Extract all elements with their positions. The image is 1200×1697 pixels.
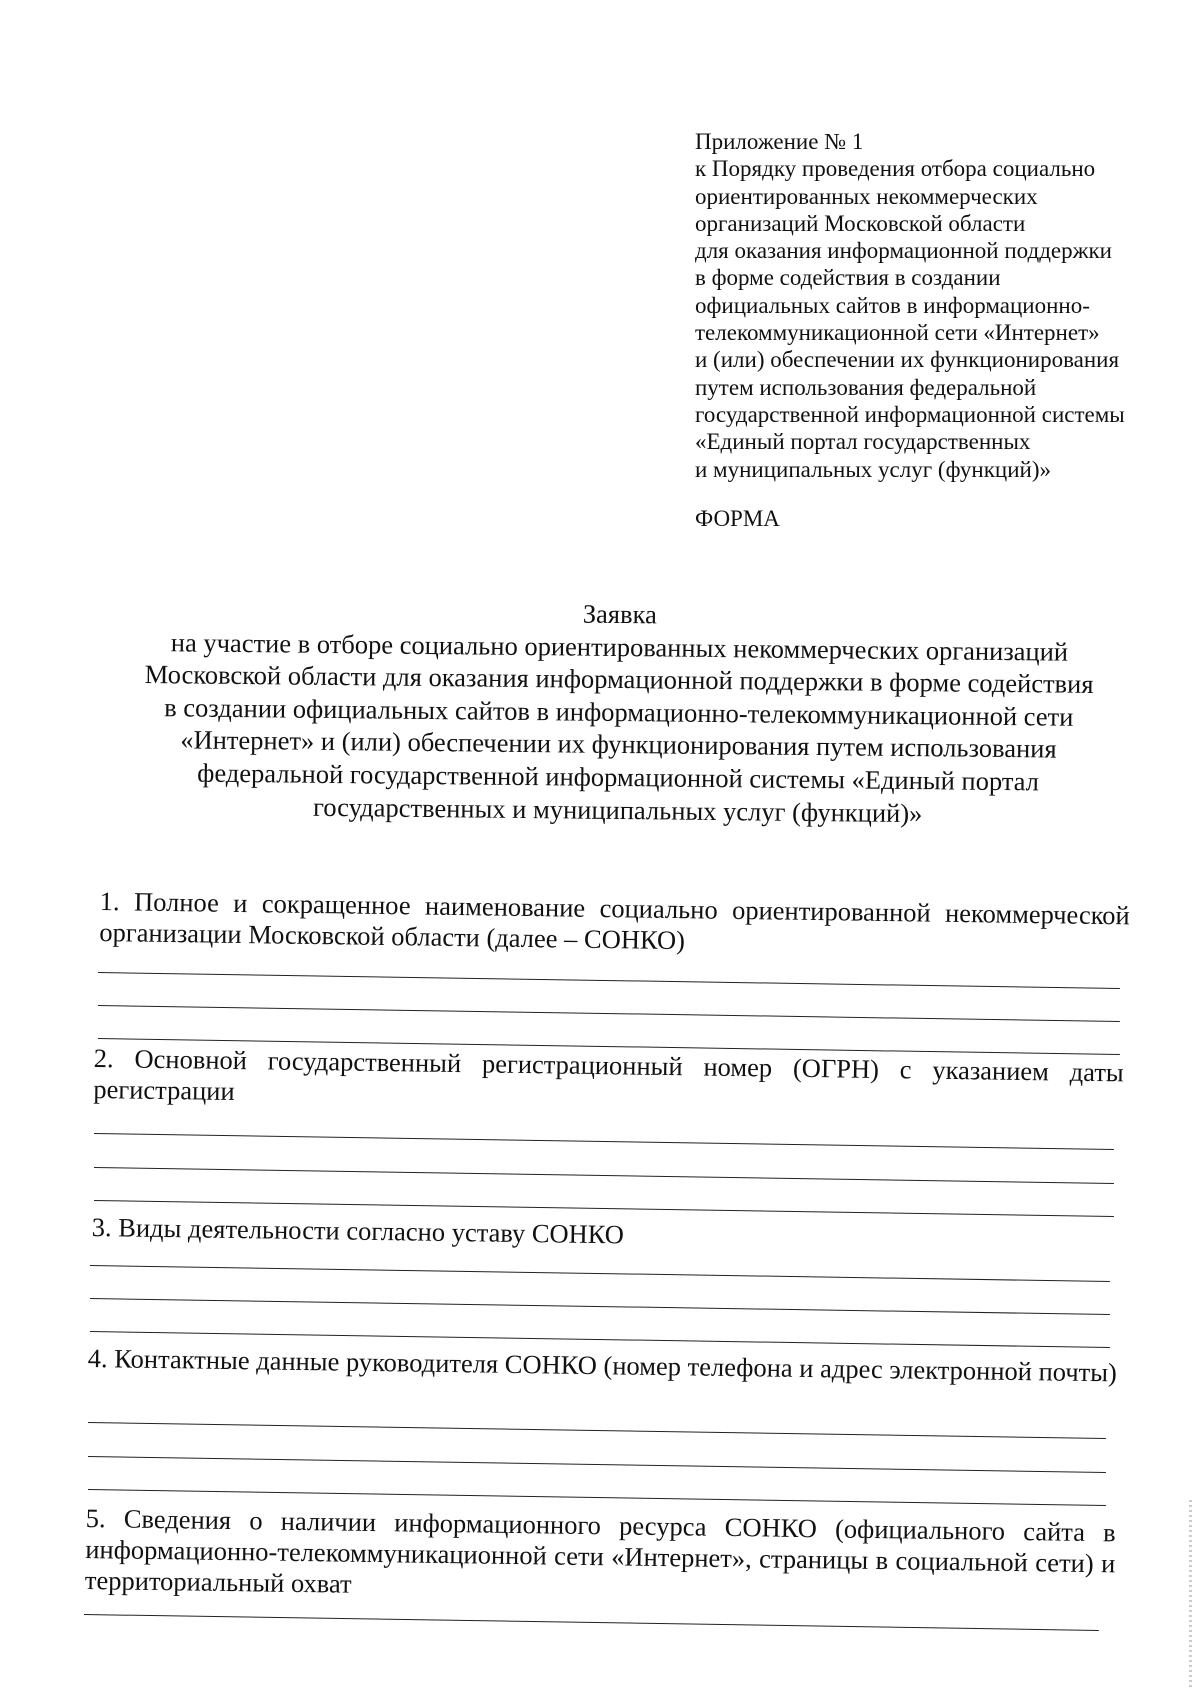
- fill-line[interactable]: [98, 972, 1120, 989]
- appendix-line: организаций Московской области: [695, 210, 1026, 236]
- title-line: государственных и муниципальных услуг (функций)»: [313, 791, 923, 828]
- appendix-block: [695, 128, 1165, 532]
- appendix-line: Приложение № 1: [695, 129, 864, 154]
- title-line: Московской области для оказания информационной поддержки в форме содействия: [144, 659, 1094, 700]
- appendix-line: официальных сайтов в информационно-: [695, 292, 1090, 318]
- section-number: 3.: [91, 1212, 112, 1243]
- appendix-line: ориентированных некоммерческих: [695, 183, 1038, 209]
- application-title: [98, 593, 1140, 832]
- section-2: [93, 1043, 1124, 1119]
- title-line: федеральной государственной информационной системы «Единый портал: [197, 757, 1040, 797]
- title-line: «Интернет» и (или) обеспечении их функционирования путем использования: [180, 724, 1057, 764]
- fill-line[interactable]: [98, 1005, 1120, 1022]
- section-text: Сведения о наличии информационного ресурса СОНКО (официального сайта в информационно-телекоммуникационной сети «Интернет», страницы в социальной сети) и территориальный охват: [84, 1503, 1116, 1599]
- appendix-line: телекоммуникационной сети «Интернет»: [695, 320, 1100, 346]
- fill-line[interactable]: [90, 1298, 1110, 1315]
- fill-line[interactable]: [94, 1167, 1114, 1184]
- section-text: Основной государственный регистрационный номер (ОГРН) с указанием даты регистрации: [93, 1043, 1124, 1106]
- fill-line[interactable]: [88, 1422, 1106, 1439]
- section-text: Полное и сокращенное наименование социально ориентированной некоммерческой организации Московской области (далее – СОНКО): [99, 886, 1130, 956]
- form-label: ФОРМА: [695, 505, 780, 531]
- fill-line[interactable]: [88, 1456, 1106, 1473]
- title-heading: Заявка: [582, 598, 657, 630]
- appendix-line: путем использования федеральной: [695, 374, 1037, 400]
- section-number: 1.: [99, 886, 120, 917]
- section-5: [85, 1503, 1116, 1610]
- section-number: 5.: [85, 1503, 106, 1534]
- appendix-line: и (или) обеспечении их функционирования: [695, 347, 1120, 373]
- fill-line[interactable]: [88, 1489, 1106, 1506]
- section-number: 4.: [87, 1343, 108, 1374]
- section-4: [88, 1343, 1118, 1388]
- appendix-line: к Порядку проведения отбора социально: [695, 156, 1096, 182]
- fill-line[interactable]: [84, 1614, 1099, 1631]
- section-text: Виды деятельности согласно уставу СОНКО: [118, 1212, 625, 1250]
- appendix-line: государственной информационной системы: [695, 401, 1125, 427]
- appendix-line: в форме содействия в создании: [695, 265, 1001, 291]
- title-line: в создании официальных сайтов в информационно-телекоммуникационной сети: [164, 692, 1074, 732]
- scan-edge-artifact: [1189, 1500, 1192, 1690]
- section-1: [99, 886, 1130, 962]
- fill-line[interactable]: [94, 1133, 1114, 1150]
- section-text: Контактные данные руководителя СОНКО (номер телефона и адрес электронной почты): [114, 1343, 1118, 1388]
- fill-line[interactable]: [90, 1265, 1110, 1282]
- section-number: 2.: [93, 1043, 114, 1074]
- appendix-line: для оказания информационной поддержки: [695, 238, 1112, 264]
- appendix-line: «Единый портал государственных: [695, 429, 1031, 455]
- section-3: [92, 1212, 1122, 1257]
- appendix-line: и муниципальных услуг (функций)»: [695, 456, 1051, 482]
- title-line: на участие в отборе социально ориентированных некоммерческих организаций: [170, 626, 1069, 667]
